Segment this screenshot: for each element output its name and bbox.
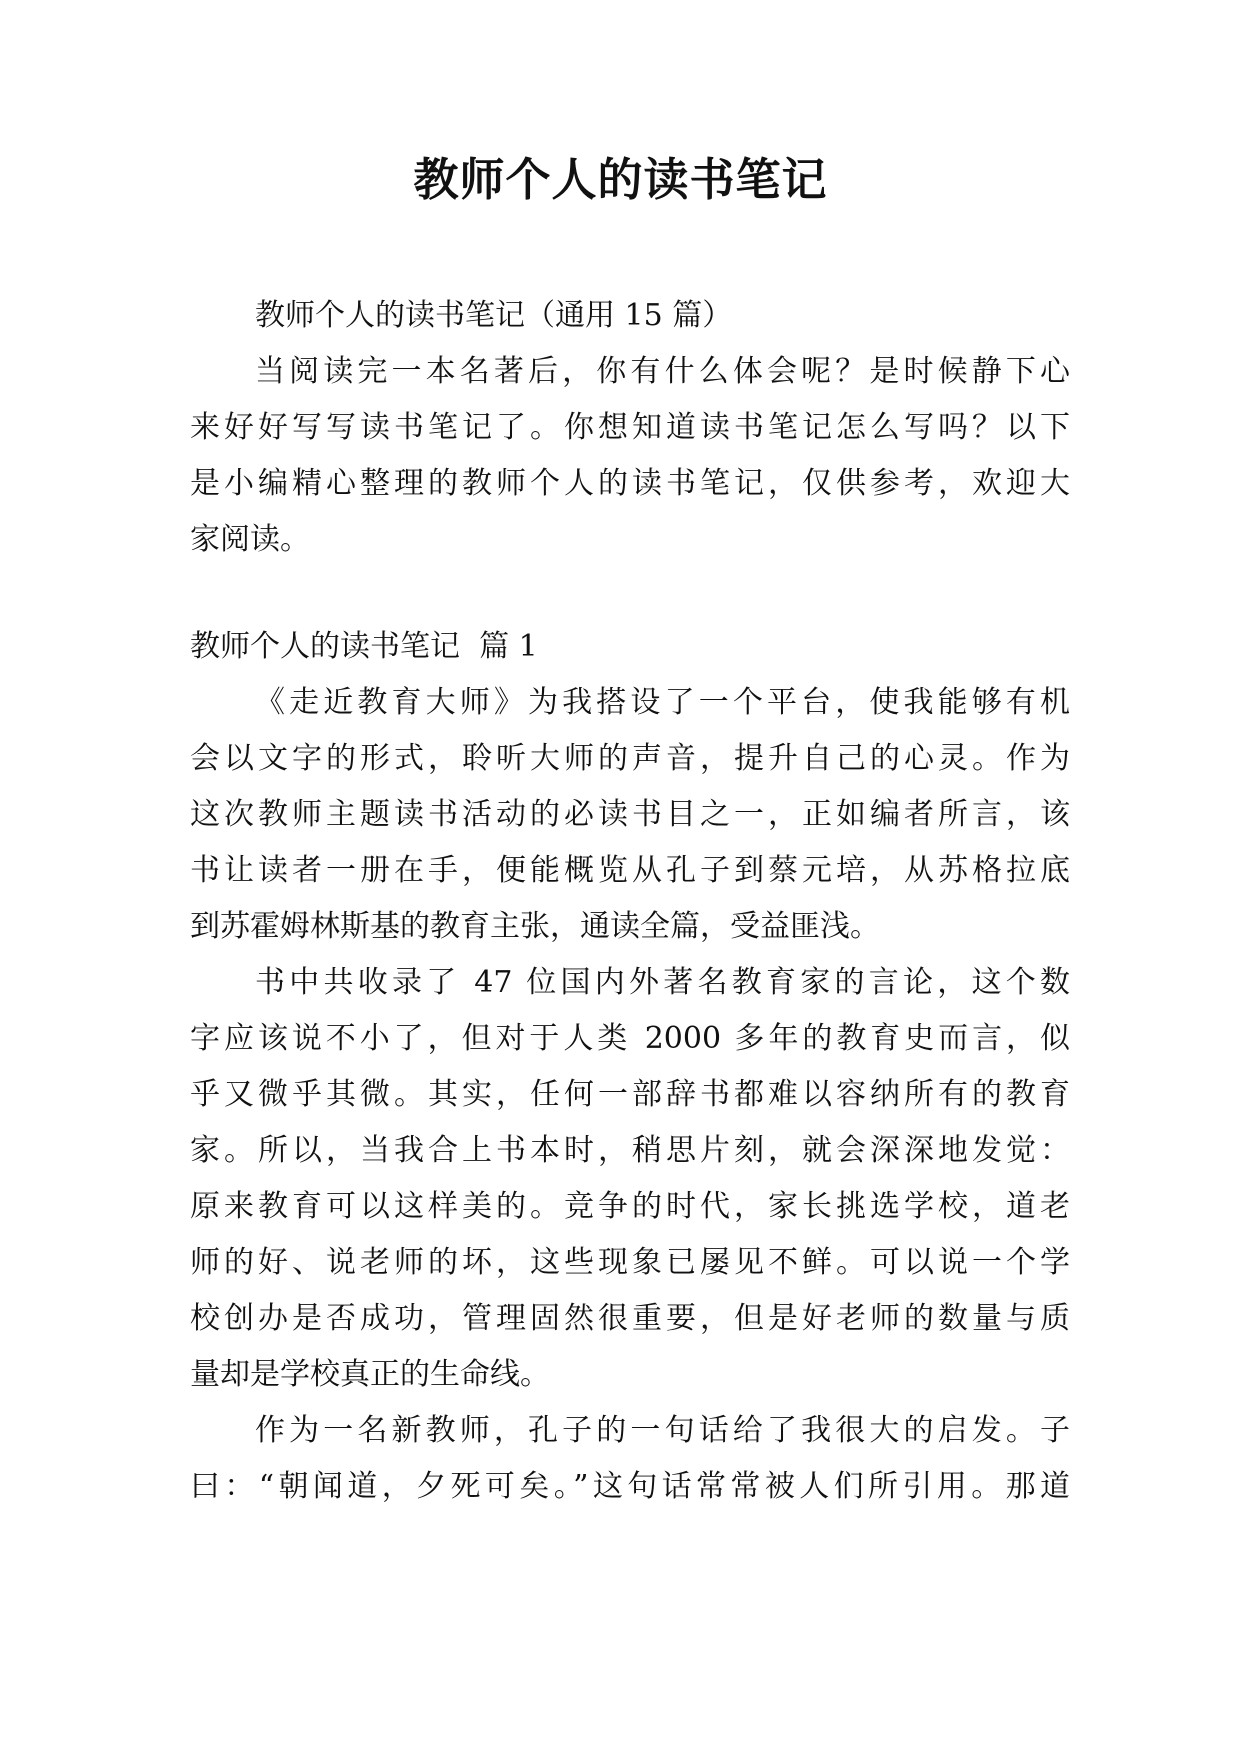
body-line: 这次教师主题读书活动的必读书目之一，正如编者所言，该: [190, 797, 1070, 832]
body-line: 作为一名新教师，孔子的一句话给了我很大的启发。子: [255, 1413, 1070, 1448]
body-line: 书中共收录了 47 位国内外著名教育家的言论，这个数: [255, 965, 1070, 1000]
document-subtitle: 教师个人的读书笔记（通用 15 篇）: [255, 298, 733, 333]
section-heading: 教师个人的读书笔记 篇 1: [190, 629, 538, 664]
body-line: 字应该说不小了，但对于人类 2000 多年的教育史而言，似: [190, 1021, 1070, 1056]
body-line: 乎又微乎其微。其实，任何一部辞书都难以容纳所有的教育: [190, 1077, 1070, 1112]
body-line: 家。所以，当我合上书本时，稍思片刻，就会深深地发觉：: [190, 1133, 1070, 1168]
body-line: 《走近教育大师》为我搭设了一个平台，使我能够有机: [255, 685, 1070, 720]
intro-line: 当阅读完一本名著后，你有什么体会呢？是时候静下心: [255, 354, 1070, 389]
body-line: 师的好、说老师的坏，这些现象已屡见不鲜。可以说一个学: [190, 1245, 1070, 1280]
body-line: 曰：“朝闻道，夕死可矣。”这句话常常被人们所引用。那道: [190, 1469, 1070, 1504]
intro-line: 来好好写写读书笔记了。你想知道读书笔记怎么写吗？以下: [190, 410, 1070, 445]
intro-line: 家阅读。: [190, 522, 310, 557]
body-line: 校创办是否成功，管理固然很重要，但是好老师的数量与质: [190, 1301, 1070, 1336]
document-title: 教师个人的读书笔记: [413, 153, 828, 206]
body-line: 量却是学校真正的生命线。: [190, 1357, 550, 1392]
body-line: 书让读者一册在手，便能概览从孔子到蔡元培，从苏格拉底: [190, 853, 1070, 888]
body-line: 到苏霍姆林斯基的教育主张，通读全篇，受益匪浅。: [190, 909, 880, 944]
intro-line: 是小编精心整理的教师个人的读书笔记，仅供参考，欢迎大: [190, 466, 1070, 501]
body-line: 原来教育可以这样美的。竞争的时代，家长挑选学校，道老: [190, 1189, 1070, 1224]
body-line: 会以文字的形式，聆听大师的声音，提升自己的心灵。作为: [190, 741, 1070, 776]
